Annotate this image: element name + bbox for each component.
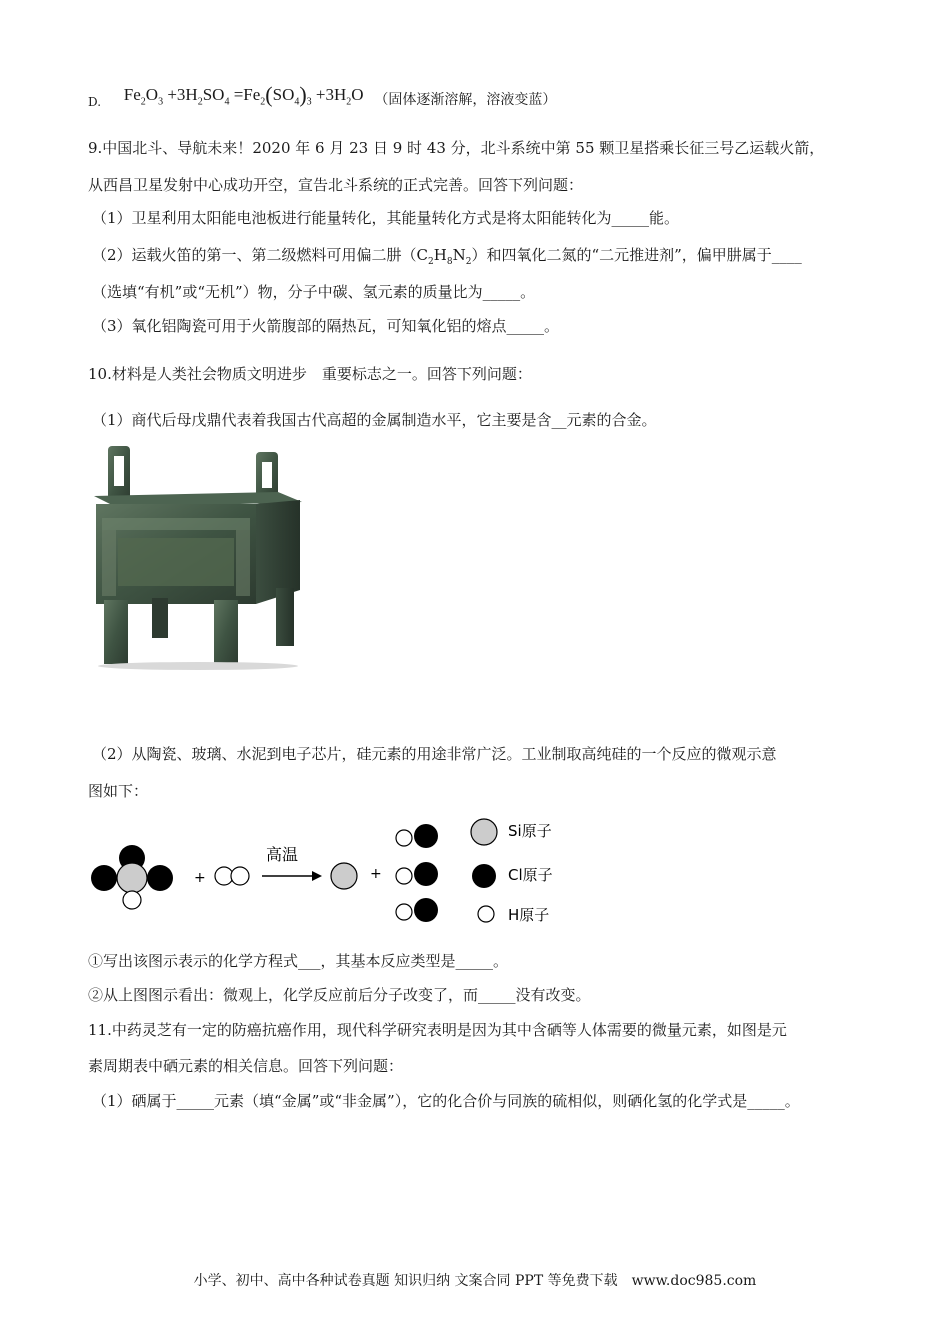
q11-stem-line2: 素周期表中硒元素的相关信息。回答下列问题：	[88, 1057, 404, 1075]
q10-question-a: ①写出该图示表示的化学方程式___，其基本反应类型是_____。	[88, 952, 509, 970]
q9-stem-line1: 9.中国北斗、导航未来！2020 年 6 月 23 日 9 时 43 分，北斗系统中第 55 颗卫星搭乘长征三号乙运载火箭，	[88, 139, 825, 157]
bronze-ding-image	[88, 438, 310, 670]
option-label: D.	[88, 95, 102, 109]
q10-sub1: （1）商代后母戊鼎代表着我国古代高超的金属制造水平，它主要是含__元素的合金。	[92, 411, 657, 429]
reaction-micro-diagram	[86, 812, 576, 932]
arrow-head-icon	[312, 871, 322, 881]
page-footer: 小学、初中、高中各种试卷真题 知识归纳 文案合同 PPT 等免费下载 www.doc985.com	[193, 1273, 757, 1289]
q9-stem-line2: 从西昌卫星发射中心成功开空，宣告北斗系统的正式完善。回答下列问题：	[88, 176, 584, 194]
sicl4-molecule	[91, 845, 173, 909]
plus-sign-1: +	[194, 870, 206, 886]
atom-legend	[471, 819, 553, 924]
si-atom	[331, 863, 357, 889]
q9-sub2: （2）运载火笛的第一、第二级燃料可用偏二肼$(C_2H_8N_2)$和四氧化二氮的“二元推进剂”，偏甲肼属于____	[92, 246, 802, 267]
q11-stem-line1: 11.中药灵芝有一定的防癌抗癌作用，现代科学研究表明是因为其中含硒等人体需要的微量元素，如图是元	[88, 1021, 787, 1039]
condition-label: 高温	[266, 845, 299, 864]
hcl-molecules	[396, 824, 438, 922]
q10-stem: 10.材料是人类社会物质文明进步 重要标志之一。回答下列问题：	[88, 365, 532, 383]
legend-si: Si原子	[508, 822, 552, 840]
q11-sub1: （1）硒属于_____元素（填“金属”或“非金属”），它的化合价与同族的硫相似，则硒化氢的化学式是_____。	[92, 1092, 800, 1110]
chemical-equation: $Fe_2O_3 +3H_2SO_4 =Fe_2(SO_4)_3 +3H_2O$	[123, 82, 364, 108]
h2-molecule	[215, 867, 249, 885]
equation-note: （固体逐渐溶解，溶液变蓝）	[374, 92, 557, 108]
q10-sub2-line1: （2）从陶瓷、玻璃、水泥到电子芯片，硅元素的用途非常广泛。工业制取高纯硅的一个反应的微观示意	[92, 745, 777, 763]
q9-sub1: （1）卫星利用太阳能电池板进行能量转化，其能量转化方式是将太阳能转化为_____能。	[92, 209, 680, 227]
q9-sub2-line2: （选填“有机”或“无机”）物，分子中碳、氢元素的质量比为_____。	[92, 283, 536, 301]
q10-question-b: ②从上图图示看出：微观上，化学反应前后分子改变了，而_____没有改变。	[88, 986, 591, 1004]
plus-sign-2: +	[370, 866, 382, 882]
q10-sub2-line2: 图如下：	[88, 782, 149, 800]
q9-sub3: （3）氧化铝陶瓷可用于火箭腹部的隔热瓦，可知氧化铝的熔点_____。	[92, 317, 560, 335]
legend-cl: Cl原子	[508, 866, 553, 884]
option-d-equation	[88, 80, 556, 107]
legend-h: H原子	[508, 906, 550, 924]
